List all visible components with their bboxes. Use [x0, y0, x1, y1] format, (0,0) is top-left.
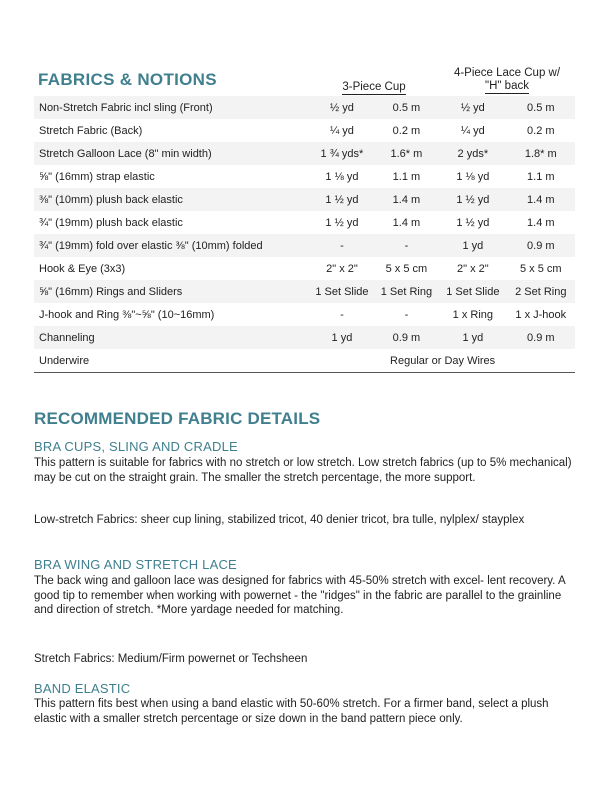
row-value: 2" x 2" — [439, 257, 506, 280]
column-group-3-piece-cup — [310, 81, 438, 94]
fabrics-notions-table-body — [34, 96, 575, 373]
row-value: 1.1 m — [507, 165, 575, 188]
recommended-fabric-details-title: RECOMMENDED FABRIC DETAILS — [34, 409, 321, 428]
row-value: ½ yd — [310, 96, 373, 119]
row-value: 1 ½ yd — [439, 188, 506, 211]
row-value: 0.9 m — [507, 234, 575, 257]
underwire-value: Regular or Day Wires — [310, 349, 575, 373]
fabrics-notions-title: FABRICS & NOTIONS — [38, 70, 217, 89]
row-value: 1 yd — [310, 326, 373, 349]
row-value: 0.2 m — [374, 119, 439, 142]
row-value: 0.9 m — [374, 326, 439, 349]
row-value: 1 yd — [439, 326, 506, 349]
row-value: 1.4 m — [507, 211, 575, 234]
section-bra-cups-paragraph: This pattern is suitable for fabrics with no stretch or low stretch. Low stretch fabrics (up to 5% mechanical) may be cut on the straight grain. The smaller the stretch percentage, the more support. — [34, 457, 572, 484]
row-value: 1 ⅛ yd — [310, 165, 373, 188]
column-group-4-piece-lace-cup — [440, 67, 574, 93]
row-value: 1 ⅛ yd — [439, 165, 506, 188]
row-value: 1 ½ yd — [439, 211, 506, 234]
row-value: 1 ¾ yds* — [310, 142, 373, 165]
row-value: 2 yds* — [439, 142, 506, 165]
section-band-elastic-paragraph: This pattern fits best when using a band elastic with 50-60% stretch. For a firmer band, select a plush elastic with a smaller stretch percentage or size down in the band pattern piece only. — [34, 698, 549, 725]
row-label: ¾" (19mm) plush back elastic — [34, 211, 310, 234]
row-value: 1.4 m — [374, 188, 439, 211]
table-row — [34, 257, 575, 280]
table-row — [34, 326, 575, 349]
column-group-4-piece-label-line2: "H" back — [485, 80, 529, 92]
row-value: 1.4 m — [507, 188, 575, 211]
row-label: Stretch Galloon Lace (8" min width) — [34, 142, 310, 165]
row-label: Stretch Fabric (Back) — [34, 119, 310, 142]
row-value: 1.8* m — [507, 142, 575, 165]
row-value: 1 Set Slide — [439, 280, 506, 303]
column-group-3-piece-cup-label: 3-Piece Cup — [342, 81, 406, 93]
table-row — [34, 303, 575, 326]
row-value: 1.6* m — [374, 142, 439, 165]
row-value: - — [374, 234, 439, 257]
row-value: 5 x 5 cm — [374, 257, 439, 280]
section-bra-cups-fabrics: Low-stretch Fabrics: sheer cup lining, stabilized tricot, 40 denier tricot, bra tulle, nylplex/ stayplex — [34, 514, 525, 526]
section-bra-wing-fabrics: Stretch Fabrics: Medium/Firm powernet or Techsheen — [34, 653, 308, 665]
table-row — [34, 142, 575, 165]
section-bra-wing-paragraph: The back wing and galloon lace was designed for fabrics with 45-50% stretch with excel- lent recovery. A good tip to remember when working with powernet - the "ridges" in the fabric are parallel to the grainline and direction of stretch. *More yardage needed for matching. — [34, 575, 565, 616]
row-value: 1 ½ yd — [310, 188, 373, 211]
table-row — [34, 234, 575, 257]
row-value: 0.5 m — [374, 96, 439, 119]
row-label: Non-Stretch Fabric incl sling (Front) — [34, 96, 310, 119]
row-value: ½ yd — [439, 96, 506, 119]
column-group-4-piece-label-line1: 4-Piece Lace Cup w/ — [453, 67, 561, 79]
table-row — [34, 188, 575, 211]
row-label: Underwire — [34, 349, 310, 373]
row-value: 1 Set Ring — [374, 280, 439, 303]
row-label: Channeling — [34, 326, 310, 349]
row-value: - — [310, 234, 373, 257]
row-label: ⅝" (16mm) Rings and Sliders — [34, 280, 310, 303]
table-row — [34, 119, 575, 142]
row-value: 2" x 2" — [310, 257, 373, 280]
row-value: 0.5 m — [507, 96, 575, 119]
section-heading-band-elastic: BAND ELASTIC — [34, 681, 131, 696]
row-value: 0.2 m — [507, 119, 575, 142]
row-value: ¼ yd — [439, 119, 506, 142]
row-value: 1 yd — [439, 234, 506, 257]
section-heading-bra-wing: BRA WING AND STRETCH LACE — [34, 557, 237, 572]
table-row — [34, 96, 575, 119]
row-value: 1 ½ yd — [310, 211, 373, 234]
row-value: 1 Set Slide — [310, 280, 373, 303]
table-row — [34, 165, 575, 188]
row-value: 5 x 5 cm — [507, 257, 575, 280]
table-row — [34, 211, 575, 234]
row-value: 1.1 m — [374, 165, 439, 188]
row-label: ¾" (19mm) fold over elastic ⅜" (10mm) folded — [34, 234, 310, 257]
row-label: Hook & Eye (3x3) — [34, 257, 310, 280]
row-value: 1.4 m — [374, 211, 439, 234]
row-value: 2 Set Ring — [507, 280, 575, 303]
row-value: 1 x J-hook — [507, 303, 575, 326]
row-label: J-hook and Ring ⅜"~⅝" (10~16mm) — [34, 303, 310, 326]
row-value: 1 x Ring — [439, 303, 506, 326]
table-row — [34, 280, 575, 303]
fabrics-notions-table — [34, 96, 575, 373]
row-value: ¼ yd — [310, 119, 373, 142]
row-value: 0.9 m — [507, 326, 575, 349]
row-value: - — [374, 303, 439, 326]
table-row-underwire — [34, 349, 575, 373]
row-label: ⅝" (16mm) strap elastic — [34, 165, 310, 188]
section-heading-bra-cups: BRA CUPS, SLING AND CRADLE — [34, 439, 238, 454]
row-value: - — [310, 303, 373, 326]
row-label: ⅜" (10mm) plush back elastic — [34, 188, 310, 211]
